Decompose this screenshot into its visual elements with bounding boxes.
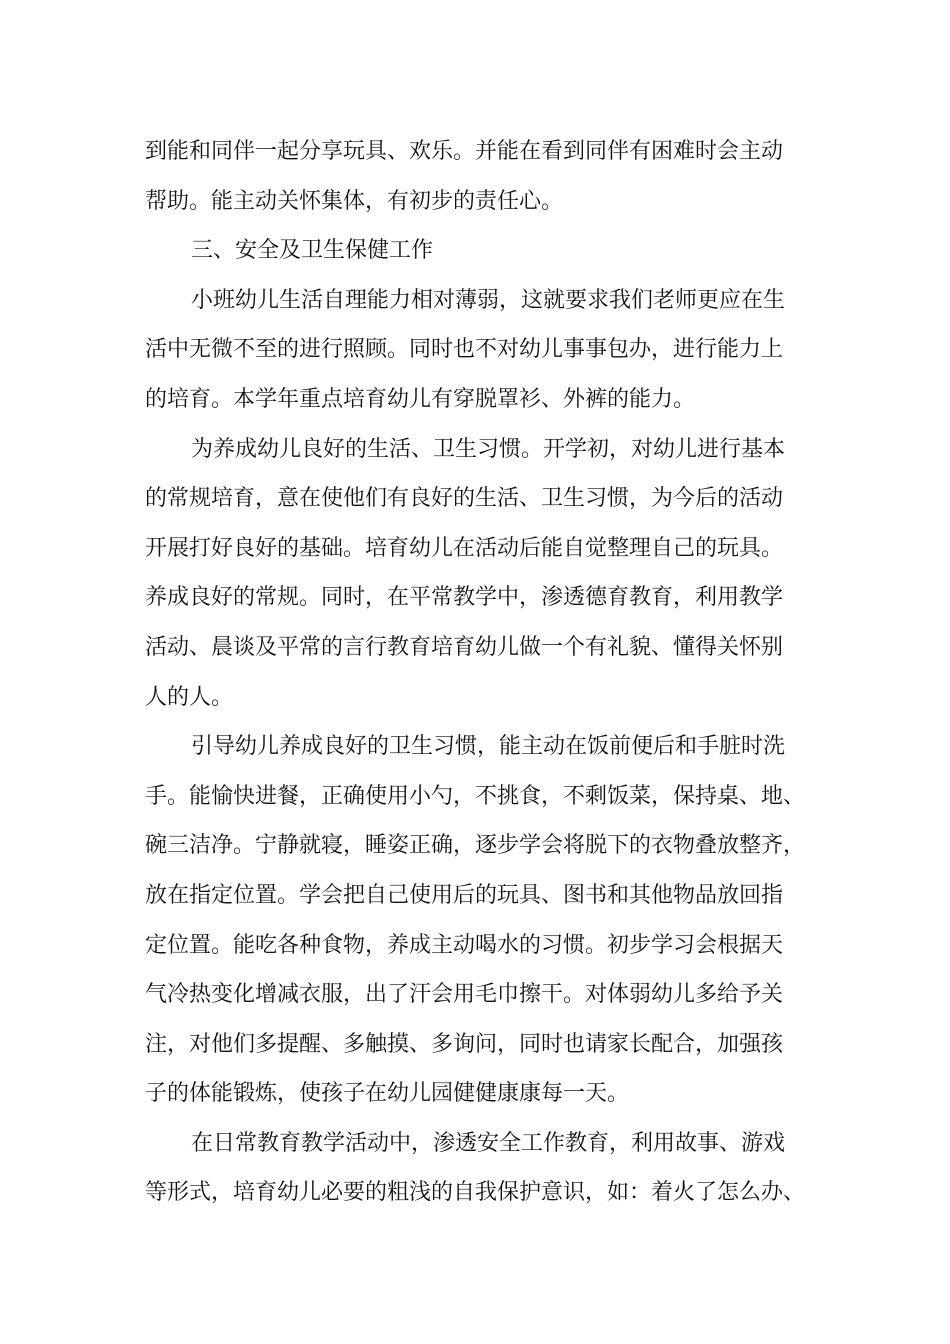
text-line: 活动、晨谈及平常的言行教育培育幼儿做一个有礼貌、懂得关怀别	[145, 634, 784, 660]
text-line: 的常规培育，意在使他们有良好的生活、卫生习惯，为今后的活动	[145, 486, 784, 512]
document-body	[145, 130, 825, 1221]
text-line: 帮助。能主动关怀集体，有初步的责任心。	[145, 188, 564, 214]
text-line: 放在指定位置。学会把自己使用后的玩具、图书和其他物品放回指	[145, 882, 784, 908]
text-line: 到能和同伴一起分享玩具、欢乐。并能在看到同伴有困难时会主动	[145, 139, 784, 164]
text-line: 人的人。	[145, 684, 234, 710]
text-line: 等形式，培育幼儿必要的粗浅的自我保护意识，如：着火了怎么办、	[145, 1180, 806, 1206]
text-line: 小班幼儿生活自理能力相对薄弱，这就要求我们老师更应在生	[191, 287, 786, 313]
text-line: 定位置。能吃各种食物，养成主动喝水的习惯。初步学习会根据天	[145, 932, 784, 958]
text-line: 手。能愉快进餐，正确使用小勺，不挑食，不剩饭菜，保持桌、地、	[145, 783, 806, 809]
text-line: 气冷热变化增减衣服，出了汗会用毛巾擦干。对体弱幼儿多给予关	[145, 982, 784, 1008]
text-line: 活中无微不至的进行照顾。同时也不对幼儿事事包办，进行能力上	[145, 337, 784, 363]
text-line: 养成良好的常规。同时，在平常教学中，渗透德育教育，利用教学	[145, 585, 784, 611]
text-line: 开展打好良好的基础。培育幼儿在活动后能自觉整理自己的玩具。	[145, 535, 784, 561]
text-line: 注，对他们多提醒、多触摸、多询问，同时也请家长配合，加强孩	[145, 1031, 784, 1057]
text-line: 引导幼儿养成良好的卫生习惯，能主动在饭前便后和手脏时洗	[191, 734, 786, 760]
text-line: 碗三洁净。宁静就寝，睡姿正确，逐步学会将脱下的衣物叠放整齐，	[145, 833, 806, 859]
text-line: 的培育。本学年重点培育幼儿有穿脱罩衫、外裤的能力。	[145, 386, 696, 412]
text-line: 在日常教育教学活动中，渗透安全工作教育，利用故事、游戏	[191, 1130, 786, 1156]
text-line: 为养成幼儿良好的生活、卫生习惯。开学初，对幼儿进行基本	[191, 436, 786, 462]
text-line: 子的体能锻炼，使孩子在幼儿园健健康康每一天。	[145, 1081, 630, 1107]
section-heading: 三、安全及卫生保健工作	[191, 238, 434, 264]
